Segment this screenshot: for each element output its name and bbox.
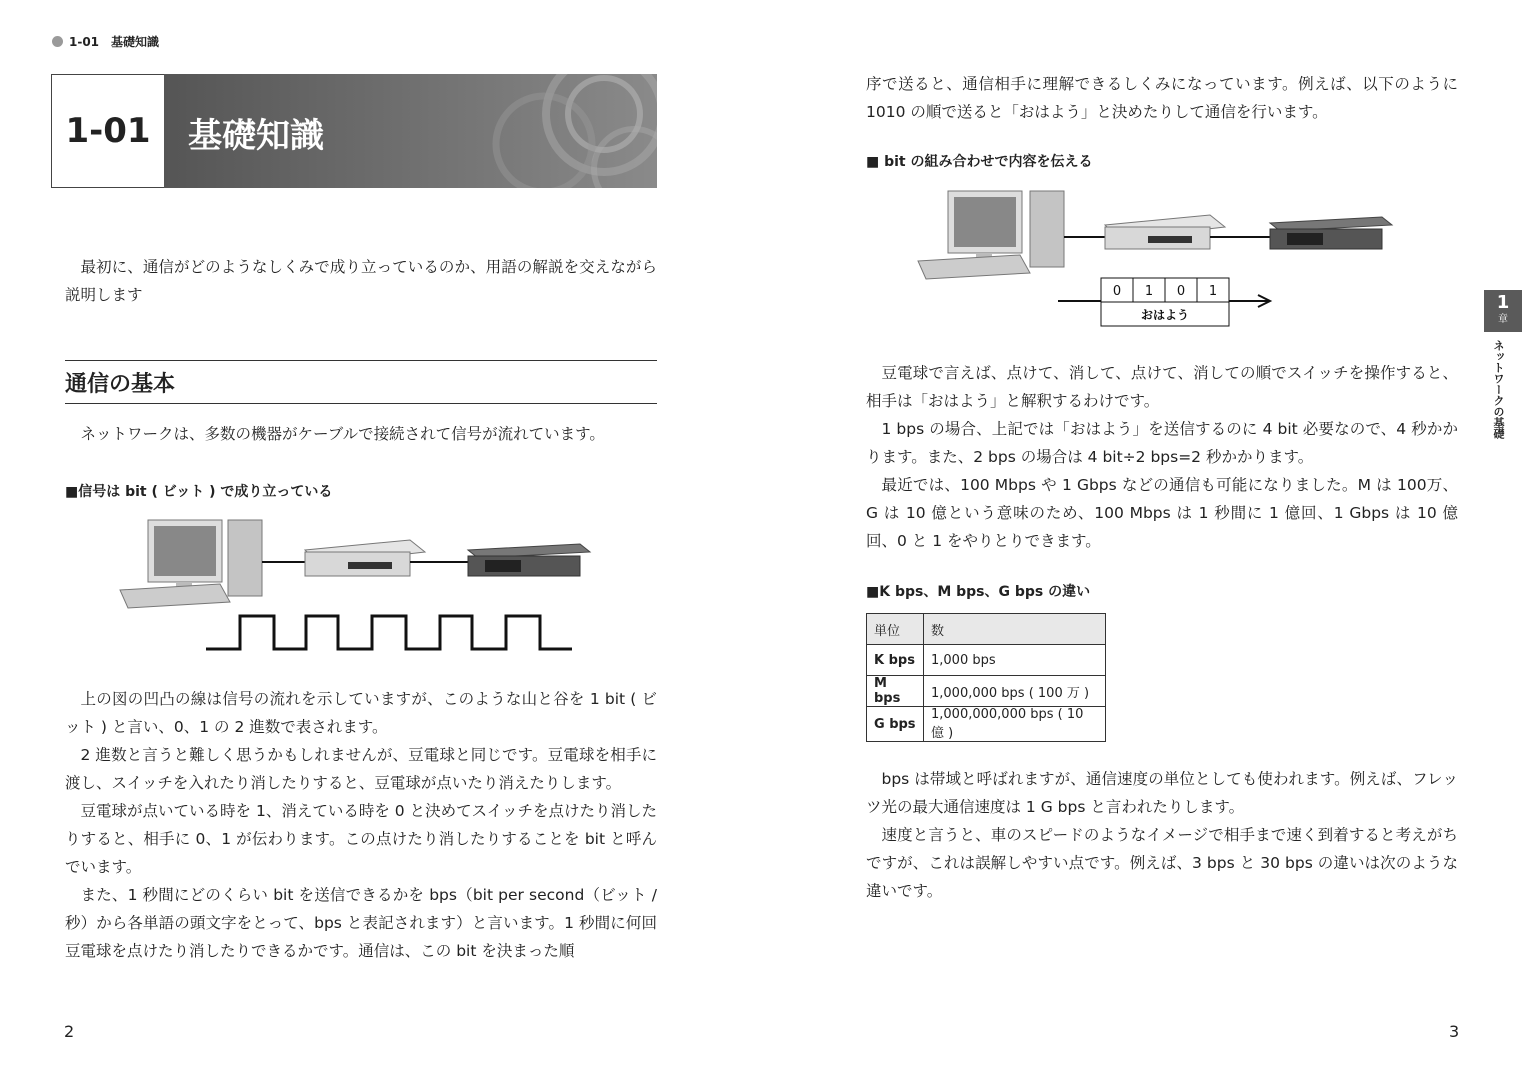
paragraph: bps は帯域と呼ばれますが、通信速度の単位としても使われます。例えば、フレッツ光の最大通信速度は 1 G bps と言われたりします。: [866, 770, 1458, 816]
page-number: 3: [1449, 1022, 1460, 1041]
bit-0: 0: [1112, 284, 1122, 299]
chapter-number: 1-01: [51, 74, 165, 188]
table-cell: 1,000,000 bps ( 100 万 ): [924, 676, 1106, 707]
paragraph: 最近では、100 Mbps や 1 Gbps などの通信も可能になりました。M は 100万、G は 10 億という意味のため、100 Mbps は 1 秒間に 1 億回、1 Gbps は 10 億回、0 と 1 をやりとりできます。: [866, 476, 1458, 550]
figure-caption: ■ bit の組み合わせで内容を伝える: [866, 154, 1093, 170]
router-icon: [468, 544, 590, 576]
table-header: 単位: [867, 614, 924, 645]
bits-diagram: [912, 185, 1402, 335]
bits-meaning-label: おはよう: [1140, 308, 1190, 322]
paragraph: また、1 秒間にどのくらい bit を送信できるかを bps（bit per second（ビット / 秒）から各単語の頭文字をとって、bps と表記されます）と言います。1 秒間に何回豆電球を点けたり消したりできるかです。通信は、この bit を決まった順: [65, 886, 657, 960]
chapter-tab: [1484, 290, 1522, 332]
chapter-tab-title: ネットワークの基礎: [1492, 340, 1505, 439]
signal-diagram: [110, 512, 600, 657]
intro-paragraph: 最初に、通信がどのようなしくみで成り立っているのか、用語の解説を交えながら説明します: [65, 258, 657, 304]
section-heading: [65, 360, 657, 404]
chapter-title: 基礎知識: [188, 116, 324, 156]
bit-3: 1: [1208, 284, 1218, 299]
table-cell: 1,000 bps: [924, 645, 1106, 676]
table-row: [867, 707, 1106, 742]
paragraph: 速度と言うと、車のスピードのようなイメージで相手まで速く到着すると考えがちですが、これは誤解しやすい点です。例えば、3 bps と 30 bps の違いは次のような違いです。: [866, 826, 1458, 900]
table-caption: ■K bps、M bps、G bps の違い: [866, 584, 1091, 600]
chapter-tab-number: 1: [1496, 292, 1510, 313]
bit-2: 0: [1176, 284, 1186, 299]
running-head-text: 1-01 基礎知識: [69, 35, 160, 49]
bit-1: 1: [1144, 284, 1154, 299]
chapter-title-box: [164, 74, 657, 188]
paragraph: 1 bps の場合、上記では「おはよう」を送信するのに 4 bit 必要なので、4 秒かかります。また、2 bps の場合は 4 bit÷2 bps=2 秒かかります。: [866, 420, 1458, 466]
chapter-banner: [51, 74, 657, 188]
computer-icon: [120, 520, 262, 608]
signal-wave: [206, 616, 572, 649]
figure-caption: ■信号は bit ( ビット ) で成り立っている: [65, 484, 333, 500]
hub-icon: [305, 540, 425, 576]
router-icon: [1270, 217, 1392, 249]
page-number: 2: [64, 1022, 75, 1041]
table-cell: K bps: [867, 645, 924, 676]
section-heading-text: 通信の基本: [65, 372, 176, 397]
table-cell: G bps: [867, 707, 924, 742]
units-table: [866, 613, 1106, 742]
table-row: [867, 645, 1106, 676]
table-cell: 1,000,000,000 bps ( 10 億 ): [924, 707, 1106, 742]
computer-icon: [918, 191, 1064, 279]
paragraph: 序で送ると、通信相手に理解できるしくみになっています。例えば、以下のように 1010 の順で送ると「おはよう」と決めたりして通信を行います。: [866, 75, 1458, 121]
bullet-dot-icon: [52, 36, 63, 47]
paragraph: 豆電球が点いている時を 1、消えている時を 0 と決めてスイッチを点けたり消したりすると、相手に 0、1 が伝わります。この点けたり消したりすることを bit と呼んでいます。: [65, 802, 657, 876]
paragraph: 2 進数と言うと難しく思うかもしれませんが、豆電球と同じです。豆電球を相手に渡し、スイッチを入れたり消したりすると、豆電球が点いたり消えたりします。: [65, 746, 657, 792]
running-head: [52, 33, 159, 50]
table-row: [867, 676, 1106, 707]
hub-icon: [1105, 215, 1225, 249]
paragraph: 上の図の凹凸の線は信号の流れを示していますが、このような山と谷を 1 bit ( ビット ) と言い、0、1 の 2 進数で表されます。: [65, 690, 657, 736]
table-header-row: [867, 614, 1106, 645]
chapter-tab-char: 章: [1498, 314, 1508, 325]
paragraph: ネットワークは、多数の機器がケーブルで接続されて信号が流れています。: [80, 425, 605, 443]
paragraph: 豆電球で言えば、点けて、消して、点けて、消しての順でスイッチを操作すると、相手は「おはよう」と解釈するわけです。: [866, 364, 1458, 410]
table-header: 数: [924, 614, 1106, 645]
table-cell: M bps: [867, 676, 924, 707]
